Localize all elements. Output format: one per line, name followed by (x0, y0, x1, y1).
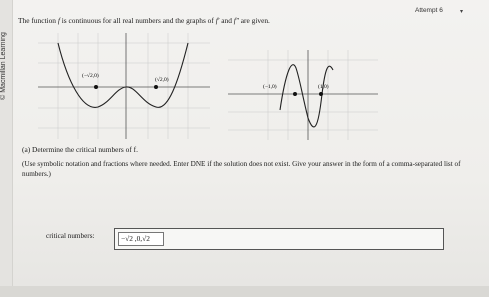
chevron-down-icon[interactable]: ▾ (460, 9, 464, 15)
fprime-curve (58, 43, 188, 107)
fdoubleprime-graph (228, 50, 378, 140)
answer-label: critical numbers: (46, 232, 95, 240)
statement-part: are given. (240, 16, 270, 25)
fprime-graph (38, 33, 210, 139)
problem-statement (18, 16, 270, 25)
copyright-text: © Macmillan Learning (0, 32, 7, 100)
bottom-bar (0, 286, 489, 297)
point-label-right: (1,0) (318, 84, 329, 90)
function-symbol: f (57, 16, 60, 25)
statement-part: is continuous for all real numbers and the graphs of (61, 16, 214, 25)
point-marker (154, 85, 158, 89)
point-label-left: (−1,0) (263, 84, 277, 90)
point-marker (293, 92, 297, 96)
function-symbol: f′ (215, 16, 220, 25)
point-label-right: (√2,0) (155, 77, 169, 83)
part-a-question: (a) Determine the critical numbers of f. (22, 145, 138, 154)
answer-input[interactable]: −√2 ,0,√2 (118, 232, 164, 246)
point-marker (94, 85, 98, 89)
answer-field[interactable] (114, 228, 444, 250)
point-marker (319, 92, 323, 96)
instructions: (Use symbolic notation and fractions where needed. Enter DNE if the solution does not exist. Give your answer in the form of a comma-separated list of numbers.) (22, 160, 461, 178)
function-symbol: f″ (233, 16, 239, 25)
statement-part: The function (18, 16, 56, 25)
attempt-label[interactable]: Attempt 6 (415, 7, 443, 14)
sidebar (0, 0, 13, 297)
statement-part: and (221, 16, 232, 25)
point-label-left: (−√2,0) (82, 73, 99, 79)
